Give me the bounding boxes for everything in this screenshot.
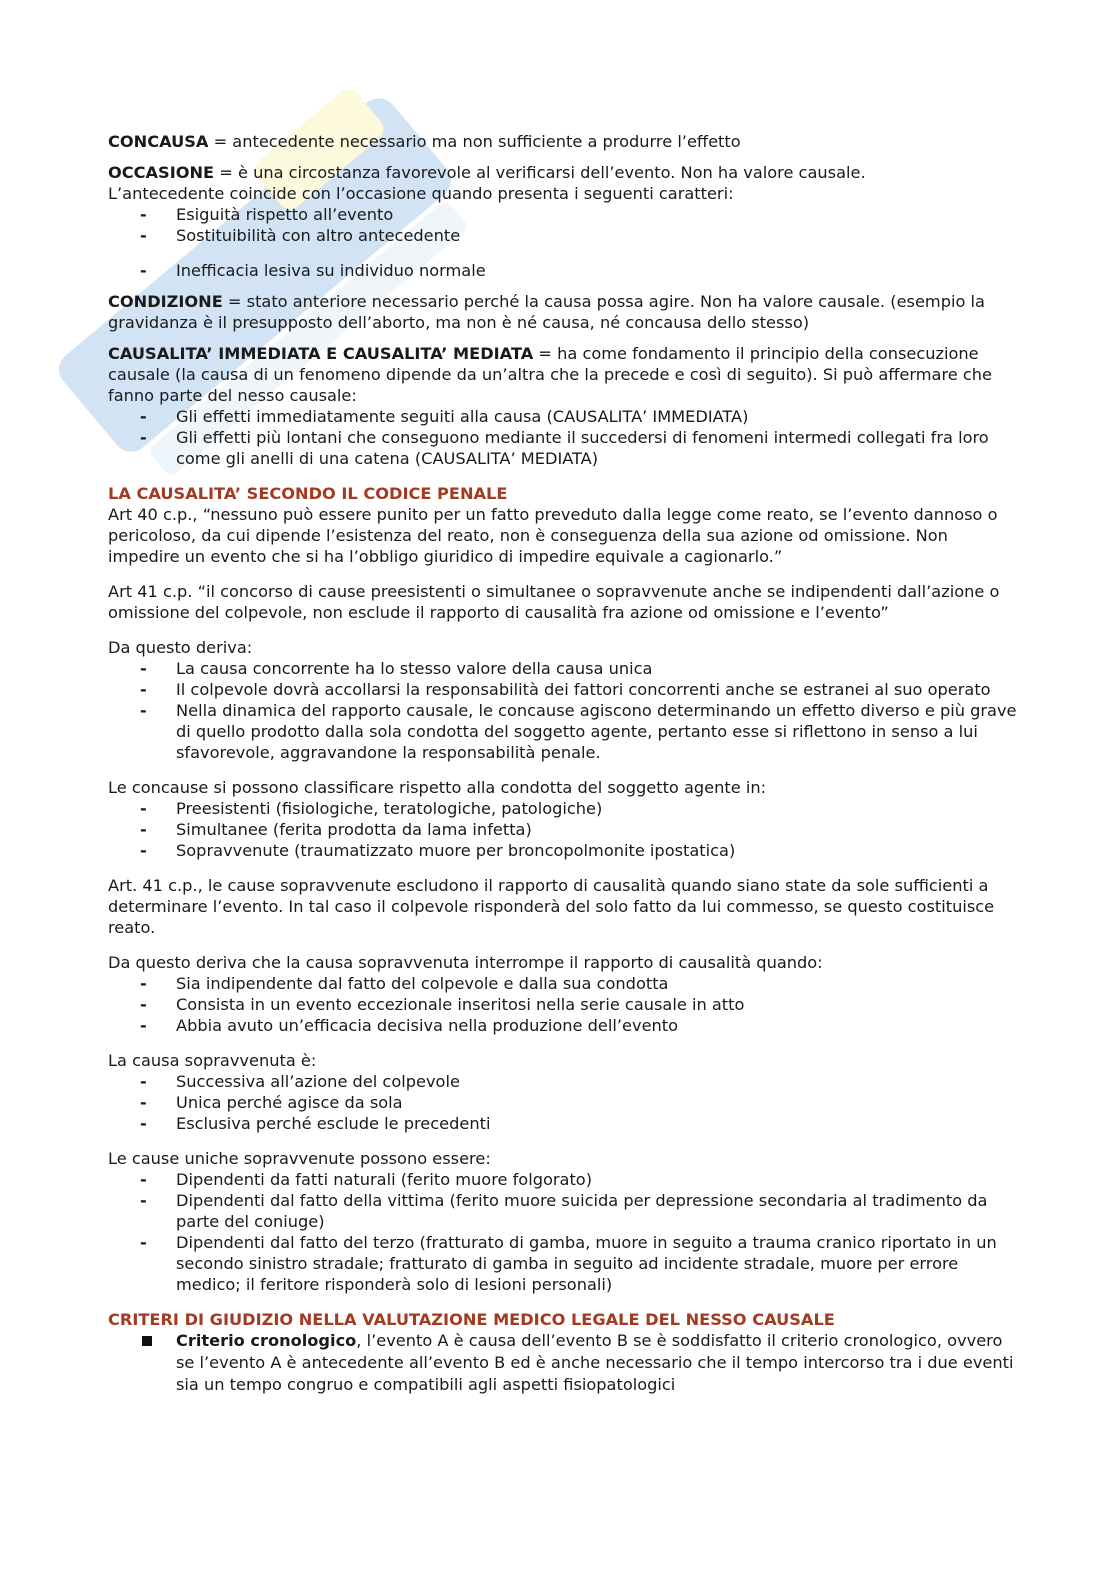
causalita-paragraph xyxy=(108,343,1020,406)
sopravvenuta-list xyxy=(108,1071,1020,1134)
list-item: - Sopravvenute (traumatizzato muore per broncopolmonite ipostatica) xyxy=(108,840,1020,861)
list-item: - Esclusiva perché esclude le precedenti xyxy=(108,1113,1020,1134)
condizione-paragraph xyxy=(108,291,1020,333)
list-item: - Dipendenti dal fatto della vittima (ferito muore suicida per depressione secondaria al tradimento da parte del coniuge) xyxy=(108,1190,1020,1232)
concausa-paragraph xyxy=(108,131,1020,152)
classifica-list xyxy=(108,798,1020,861)
list-item: - Simultanee (ferita prodotta da lama infetta) xyxy=(108,819,1020,840)
list-item: - Inefficacia lesiva su individuo normale xyxy=(108,260,1020,281)
list-item: - Sostituibilità con altro antecedente xyxy=(108,225,1020,246)
criterio-term: Criterio cronologico xyxy=(176,1331,357,1350)
list-item: - La causa concorrente ha lo stesso valore della causa unica xyxy=(108,658,1020,679)
list-item: - Esiguità rispetto all’evento xyxy=(108,204,1020,225)
list-item: - Successiva all’azione del colpevole xyxy=(108,1071,1020,1092)
list-item: - Dipendenti da fatti naturali (ferito muore folgorato) xyxy=(108,1169,1020,1190)
list-item: - Gli effetti immediatamente seguiti alla causa (CAUSALITA’ IMMEDIATA) xyxy=(108,406,1020,427)
list-item: - Unica perché agisce da sola xyxy=(108,1092,1020,1113)
list-item: - Dipendenti dal fatto del terzo (fratturato di gamba, muore in seguito a trauma cranico riportato in un secondo sinistro stradale; fratturato di gamba in seguito ad incidente stradale, muore per errore medico; il feritore risponderà solo di lesioni personali) xyxy=(108,1232,1020,1295)
criteri-heading: CRITERI DI GIUDIZIO NELLA VALUTAZIONE MEDICO LEGALE DEL NESSO CAUSALE xyxy=(108,1310,835,1329)
occasione-line2: L’antecedente coincide con l’occasione quando presenta i seguenti caratteri: xyxy=(108,184,734,203)
classifica-intro: Le concause si possono classificare rispetto alla condotta del soggetto agente in: xyxy=(108,778,767,797)
document-content xyxy=(108,131,1020,1396)
condizione-text: = stato anteriore necessario perché la causa possa agire. Non ha valore causale. (esempio la gravidanza è il presupposto dell’aborto, ma non è né causa, né concausa dello stesso) xyxy=(108,292,985,332)
causalita-list xyxy=(108,406,1020,469)
condizione-term: CONDIZIONE xyxy=(108,292,223,311)
art40-paragraph: Art 40 c.p., “nessuno può essere punito per un fatto preveduto dalla legge come reato, se l’evento dannoso o pericoloso, da cui dipende l’esistenza del reato, non è conseguenza della sua azione od omissione. Non impedire un evento che si ha l’obbligo giuridico di impedire equivale a cagionarlo.” xyxy=(108,505,998,566)
deriva-intro: Da questo deriva: xyxy=(108,638,253,657)
art41-paragraph: Art 41 c.p. “il concorso di cause preesistenti o simultanee o sopravvenute anche se indipendenti dall’azione o omissione del colpevole, non esclude il rapporto di causalità fra azione od omissione e l’evento” xyxy=(108,582,1000,622)
list-item: - Abbia avuto un’efficacia decisiva nella produzione dell’evento xyxy=(108,1015,1020,1036)
criterio-text: , l’evento A è causa dell’evento B se è soddisfatto il criterio cronologico, ovvero se l’evento A è antecedente all’evento B ed è anche necessario che il tempo intercorso tra i due eventi sia un tempo congruo e compatibili agli aspetti fisiopatologici xyxy=(176,1331,1014,1394)
list-item: - Sia indipendente dal fatto del colpevole e dalla sua condotta xyxy=(108,973,1020,994)
occasione-paragraph xyxy=(108,162,1020,183)
uniche-intro: Le cause uniche sopravvenute possono essere: xyxy=(108,1149,491,1168)
art41b-paragraph: Art. 41 c.p., le cause sopravvenute escludono il rapporto di causalità quando siano state da sole sufficienti a determinare l’evento. In tal caso il colpevole risponderà del solo fatto da lui commesso, se questo costituisce reato. xyxy=(108,876,995,937)
deriva-list xyxy=(108,658,1020,763)
list-item: - Nella dinamica del rapporto causale, le concause agiscono determinando un effetto diverso e più grave di quello prodotto dalla sola condotta del soggetto agente, pertanto esse si riflettono in senso a lui sfavorevole, aggravandone la responsabilità penale. xyxy=(108,700,1020,763)
list-item: - Preesistenti (fisiologiche, teratologiche, patologiche) xyxy=(108,798,1020,819)
interrompe-list xyxy=(108,973,1020,1036)
occasione-term: OCCASIONE xyxy=(108,163,215,182)
sopravvenuta-intro: La causa sopravvenuta è: xyxy=(108,1051,317,1070)
list-item: - Gli effetti più lontani che conseguono mediante il succedersi di fenomeni intermedi collegati fra loro come gli anelli di una catena (CAUSALITA’ MEDIATA) xyxy=(108,427,1020,469)
criteri-list xyxy=(108,1330,1020,1396)
causalita-text: = ha come fondamento il principio della consecuzione causale (la causa di un fenomeno dipende da un’altra che la precede e così di seguito). Si può affermare che fanno parte del nesso causale: xyxy=(108,344,992,405)
uniche-list xyxy=(108,1169,1020,1295)
occasione-text: = è una circostanza favorevole al verificarsi dell’evento. Non ha valore causale. xyxy=(214,163,866,182)
occasione-list xyxy=(108,204,1020,281)
concausa-text: = antecedente necessario ma non sufficiente a produrre l’effetto xyxy=(208,132,741,151)
list-item: - Consista in un evento eccezionale inseritosi nella serie causale in atto xyxy=(108,994,1020,1015)
list-item xyxy=(108,1330,1020,1396)
causalita-term: CAUSALITA’ IMMEDIATA E CAUSALITA’ MEDIATA xyxy=(108,344,534,363)
interrompe-intro: Da questo deriva che la causa sopravvenuta interrompe il rapporto di causalità quando: xyxy=(108,953,823,972)
codice-penale-heading: LA CAUSALITA’ SECONDO IL CODICE PENALE xyxy=(108,484,508,503)
concausa-term: CONCAUSA xyxy=(108,132,209,151)
list-item: - Il colpevole dovrà accollarsi la responsabilità dei fattori concorrenti anche se estranei al suo operato xyxy=(108,679,1020,700)
